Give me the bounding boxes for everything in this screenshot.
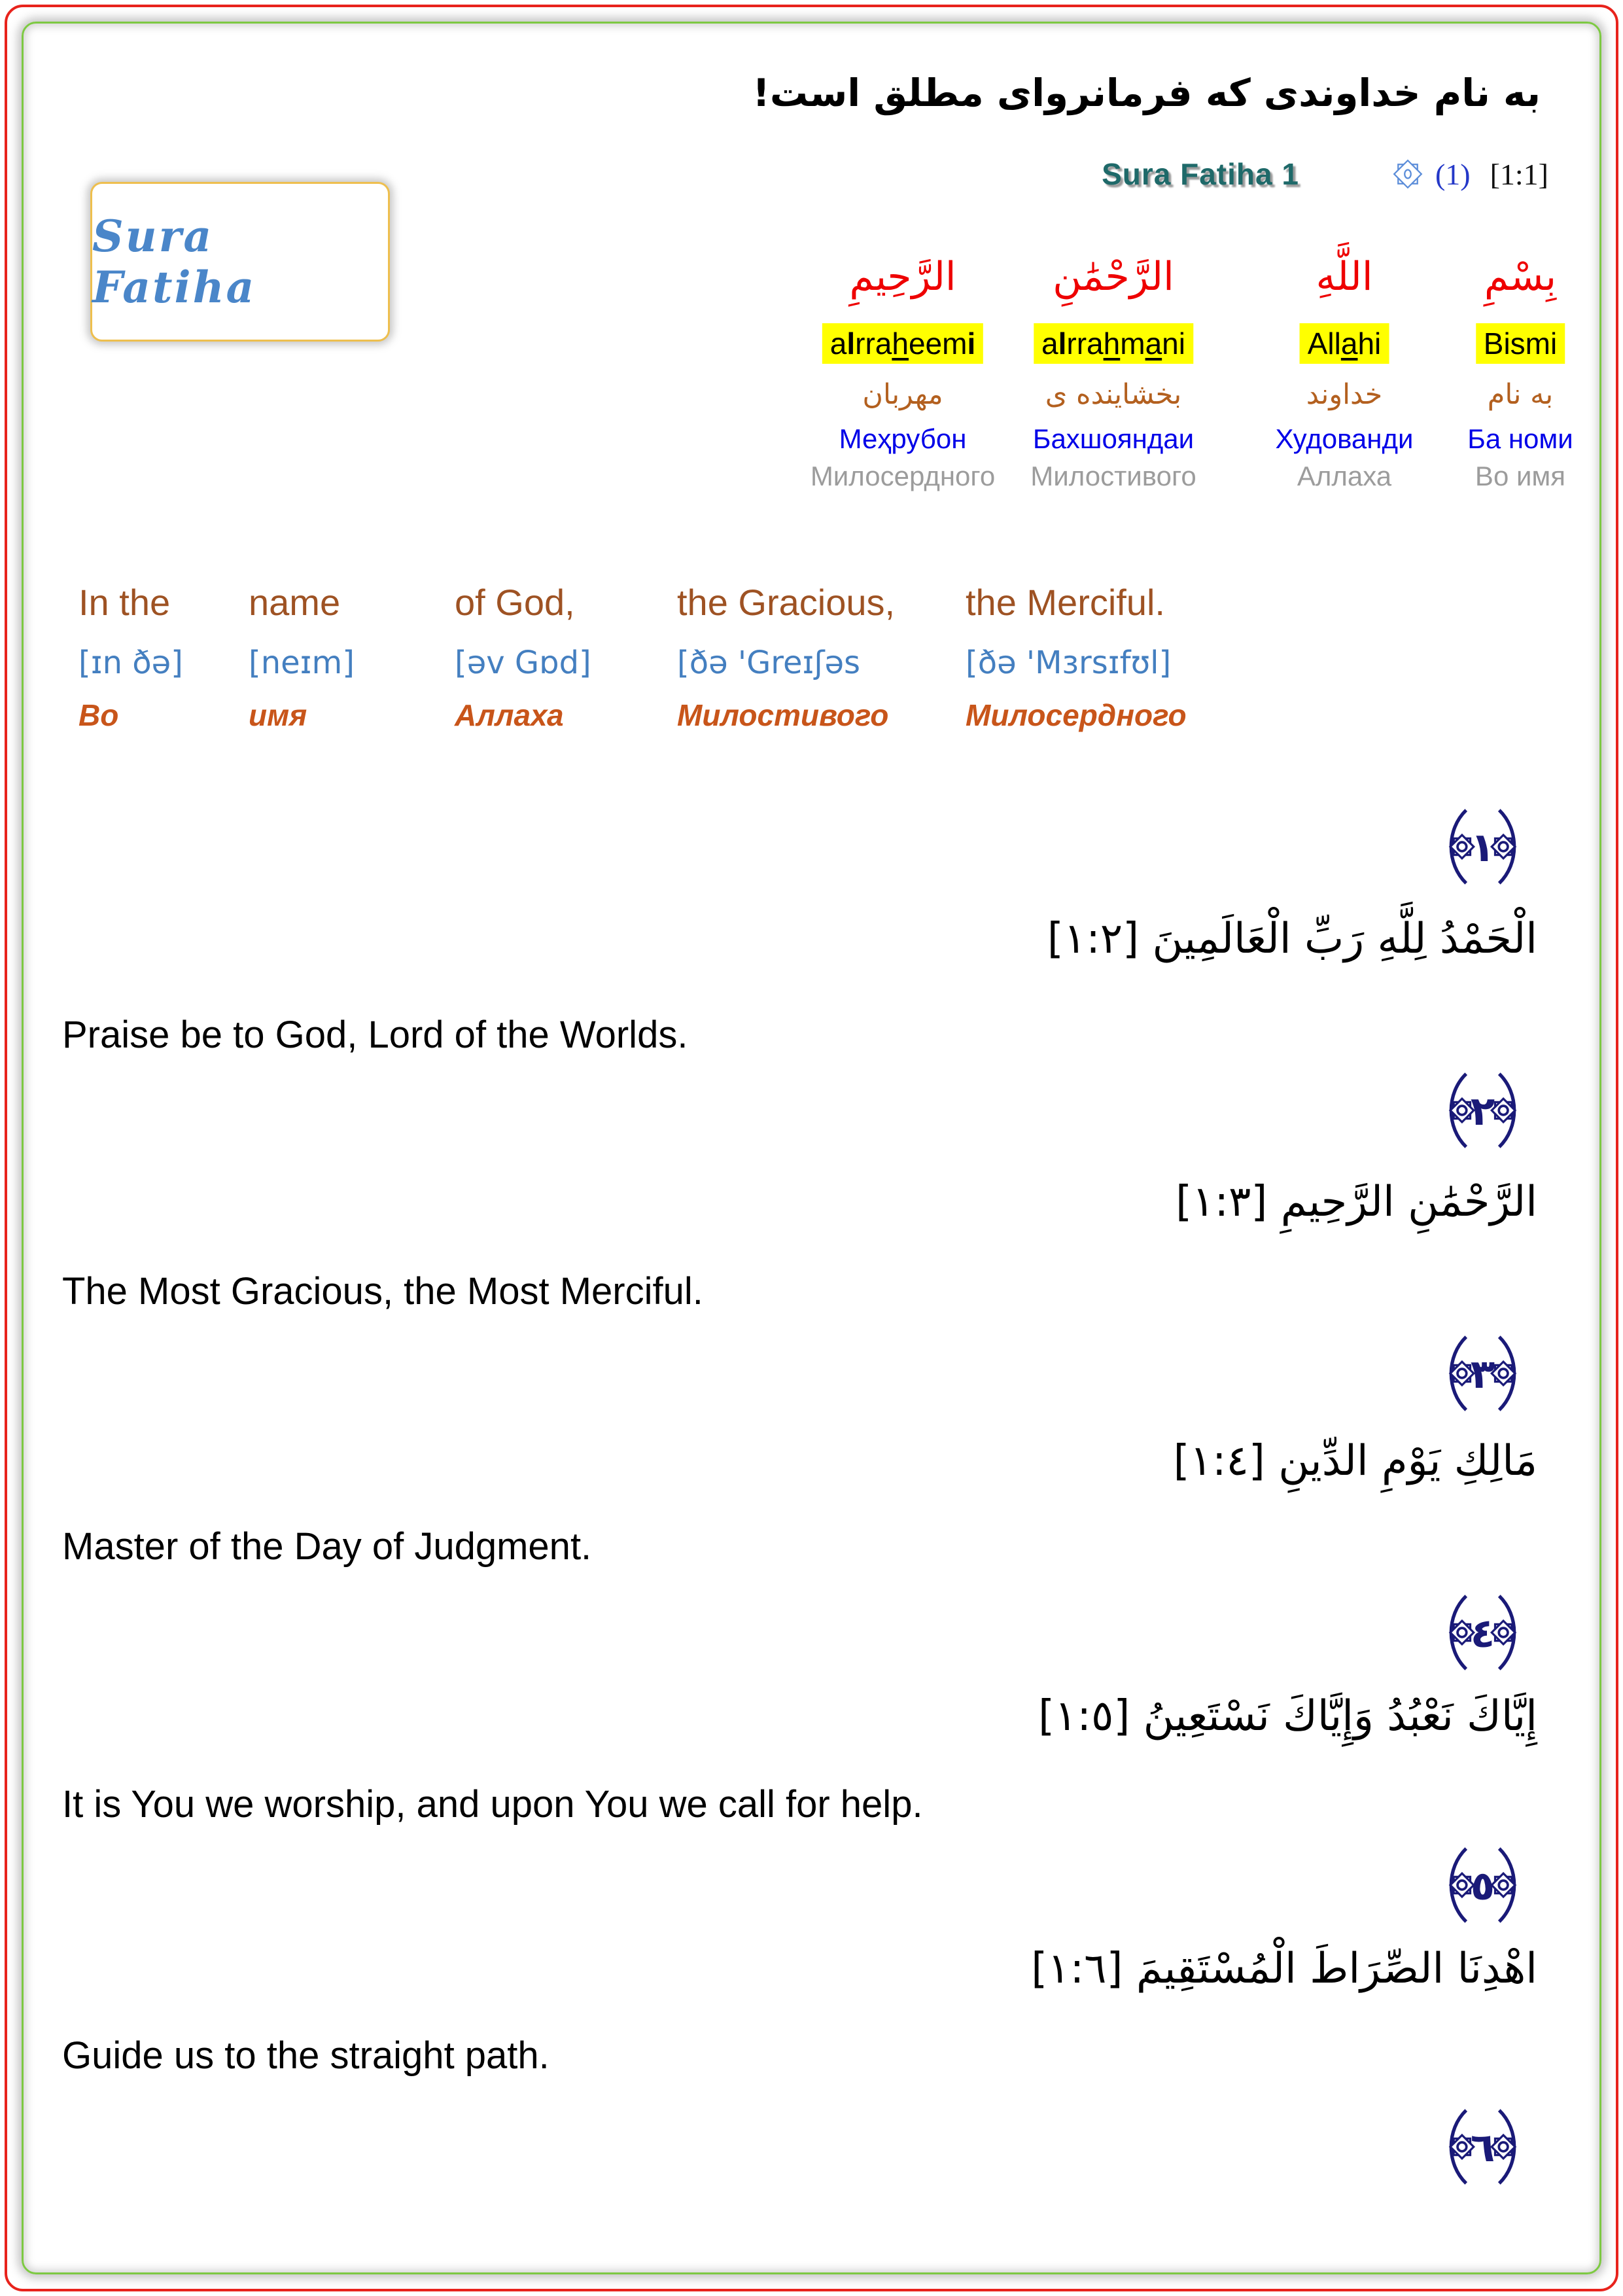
word-column-allahi [1276, 236, 1414, 493]
phrase-russian: Во [79, 698, 119, 732]
verse-english-1-5: It is You we worship, and upon You we call for help. [62, 1783, 923, 1826]
phrase-column-1 [79, 571, 183, 738]
phrase-phonetic: [ðə 'Mɜrsɪfʊl] [966, 645, 1172, 681]
rub-el-hizb-icon [1391, 156, 1425, 192]
phrase-english: the Merciful. [966, 582, 1165, 623]
verse-arabic-1-3: الرَّحْمَٰنِ الرَّحِيمِ [١:٣] [1176, 1178, 1537, 1226]
ornament-digit: ١ [1470, 824, 1495, 872]
verse-ornament-graphic [1429, 1072, 1537, 1149]
verse-ref-1-1: [1:1] [1490, 157, 1548, 191]
ornament-digit: ٦ [1470, 2125, 1495, 2172]
ornament-digit: ٣ [1470, 1351, 1495, 1398]
verse-arabic-1-4: مَالِكِ يَوْمِ الدِّينِ [١:٤] [1173, 1437, 1537, 1485]
basmala-persian-header: به نام خداوندی که فرمانروای مطلق است! [752, 71, 1541, 115]
verse-english-1-6: Guide us to the straight path. [62, 2034, 550, 2077]
word-arabic: الرَّحْمَٰنِ [1053, 253, 1174, 300]
word-arabic: بِسْمِ [1484, 253, 1557, 300]
verse-ornament-graphic [1429, 2108, 1537, 2185]
word-persian: خداوند [1306, 378, 1383, 411]
sura-title-box [90, 182, 390, 342]
word-persian: بخشاینده ی [1045, 378, 1182, 411]
word-russian: Милосердного [810, 461, 996, 491]
word-column-bismi [1467, 236, 1573, 493]
phrase-column-4 [677, 571, 895, 738]
verse-ornament-graphic [1429, 1335, 1537, 1412]
word-tajik: Ба номи [1467, 423, 1573, 454]
verse-english-1-2: Praise be to God, Lord of the Worlds. [62, 1014, 688, 1056]
word-tajik: Меҳрубон [839, 423, 967, 454]
verse-ornament-3 [1410, 1335, 1554, 1412]
verse-ornament-2 [1410, 1072, 1554, 1149]
verse-english-1-3: The Most Gracious, the Most Merciful. [62, 1270, 703, 1313]
word-transliteration: alrrahmani [1034, 317, 1193, 370]
verse-ornament-5 [1410, 1846, 1554, 1924]
verse-arabic-1-6: اهْدِنَا الصِّرَاطَ الْمُسْتَقِيمَ [١:٦] [1031, 1945, 1537, 1993]
ornament-digit: ٤ [1470, 1610, 1495, 1657]
phrase-column-3 [455, 571, 591, 738]
word-russian: Милостивого [1030, 461, 1196, 491]
verse-ornament-4 [1410, 1594, 1554, 1671]
word-transliteration: Allahi [1300, 317, 1389, 370]
verse-ornament-1 [1410, 808, 1554, 885]
verse-ornament-graphic [1429, 808, 1537, 885]
phrase-column-5 [966, 571, 1187, 738]
word-arabic: اللَّهِ [1316, 253, 1373, 300]
phrase-phonetic: [ðə 'Greɪʃəs [677, 645, 860, 681]
ornament-digit: ٥ [1470, 1863, 1495, 1910]
word-russian: Аллаха [1297, 461, 1392, 491]
word-transliteration: alrraheemi [822, 317, 983, 370]
phrase-phonetic: [əv Gɒd] [455, 645, 591, 681]
sura-number: (1) [1435, 157, 1471, 191]
phrase-english: the Gracious, [677, 582, 896, 623]
word-persian: به نام [1487, 378, 1554, 411]
word-russian: Во имя [1475, 461, 1566, 491]
phrase-phonetic: [ɪn ðə] [79, 645, 183, 681]
word-column-alrraheemi [811, 236, 995, 493]
phrase-russian: Аллаха [455, 698, 564, 732]
sura-heading-title: Sura Fatiha 1 [1102, 157, 1299, 191]
phrase-english: name [249, 582, 341, 623]
word-persian: مهربان [862, 378, 943, 411]
verse-arabic-1-2: الْحَمْدُ لِلَّهِ رَبِّ الْعَالَمِينَ [١:٢] [1047, 915, 1537, 963]
word-transliteration: Bismi [1476, 317, 1565, 370]
verse-arabic-1-5: إِيَّاكَ نَعْبُدُ وَإِيَّاكَ نَسْتَعِينُ [١:٥] [1038, 1692, 1537, 1740]
phrase-english: of God, [455, 582, 575, 623]
sura-heading-line [1102, 156, 1548, 192]
phrase-russian: Милостивого [677, 698, 889, 732]
verse-ornament-6 [1410, 2108, 1554, 2185]
word-column-alrrahmani [1030, 236, 1196, 493]
verse-english-1-4: Master of the Day of Judgment. [62, 1525, 592, 1568]
phrase-english: In the [79, 582, 171, 623]
phrase-russian: имя [249, 698, 307, 732]
phrase-column-2 [249, 571, 355, 738]
sura-title-text: Sura Fatiha [92, 211, 256, 313]
phrase-phonetic: [neɪm] [249, 645, 355, 681]
ornament-digit: ٢ [1470, 1088, 1495, 1135]
word-arabic: الرَّحِيمِ [849, 253, 956, 300]
verse-ornament-graphic [1429, 1846, 1537, 1924]
word-tajik: Худованди [1275, 423, 1414, 454]
word-tajik: Бахшояндаи [1032, 423, 1195, 454]
phrase-russian: Милосердного [966, 698, 1187, 732]
verse-ornament-graphic [1429, 1594, 1537, 1671]
